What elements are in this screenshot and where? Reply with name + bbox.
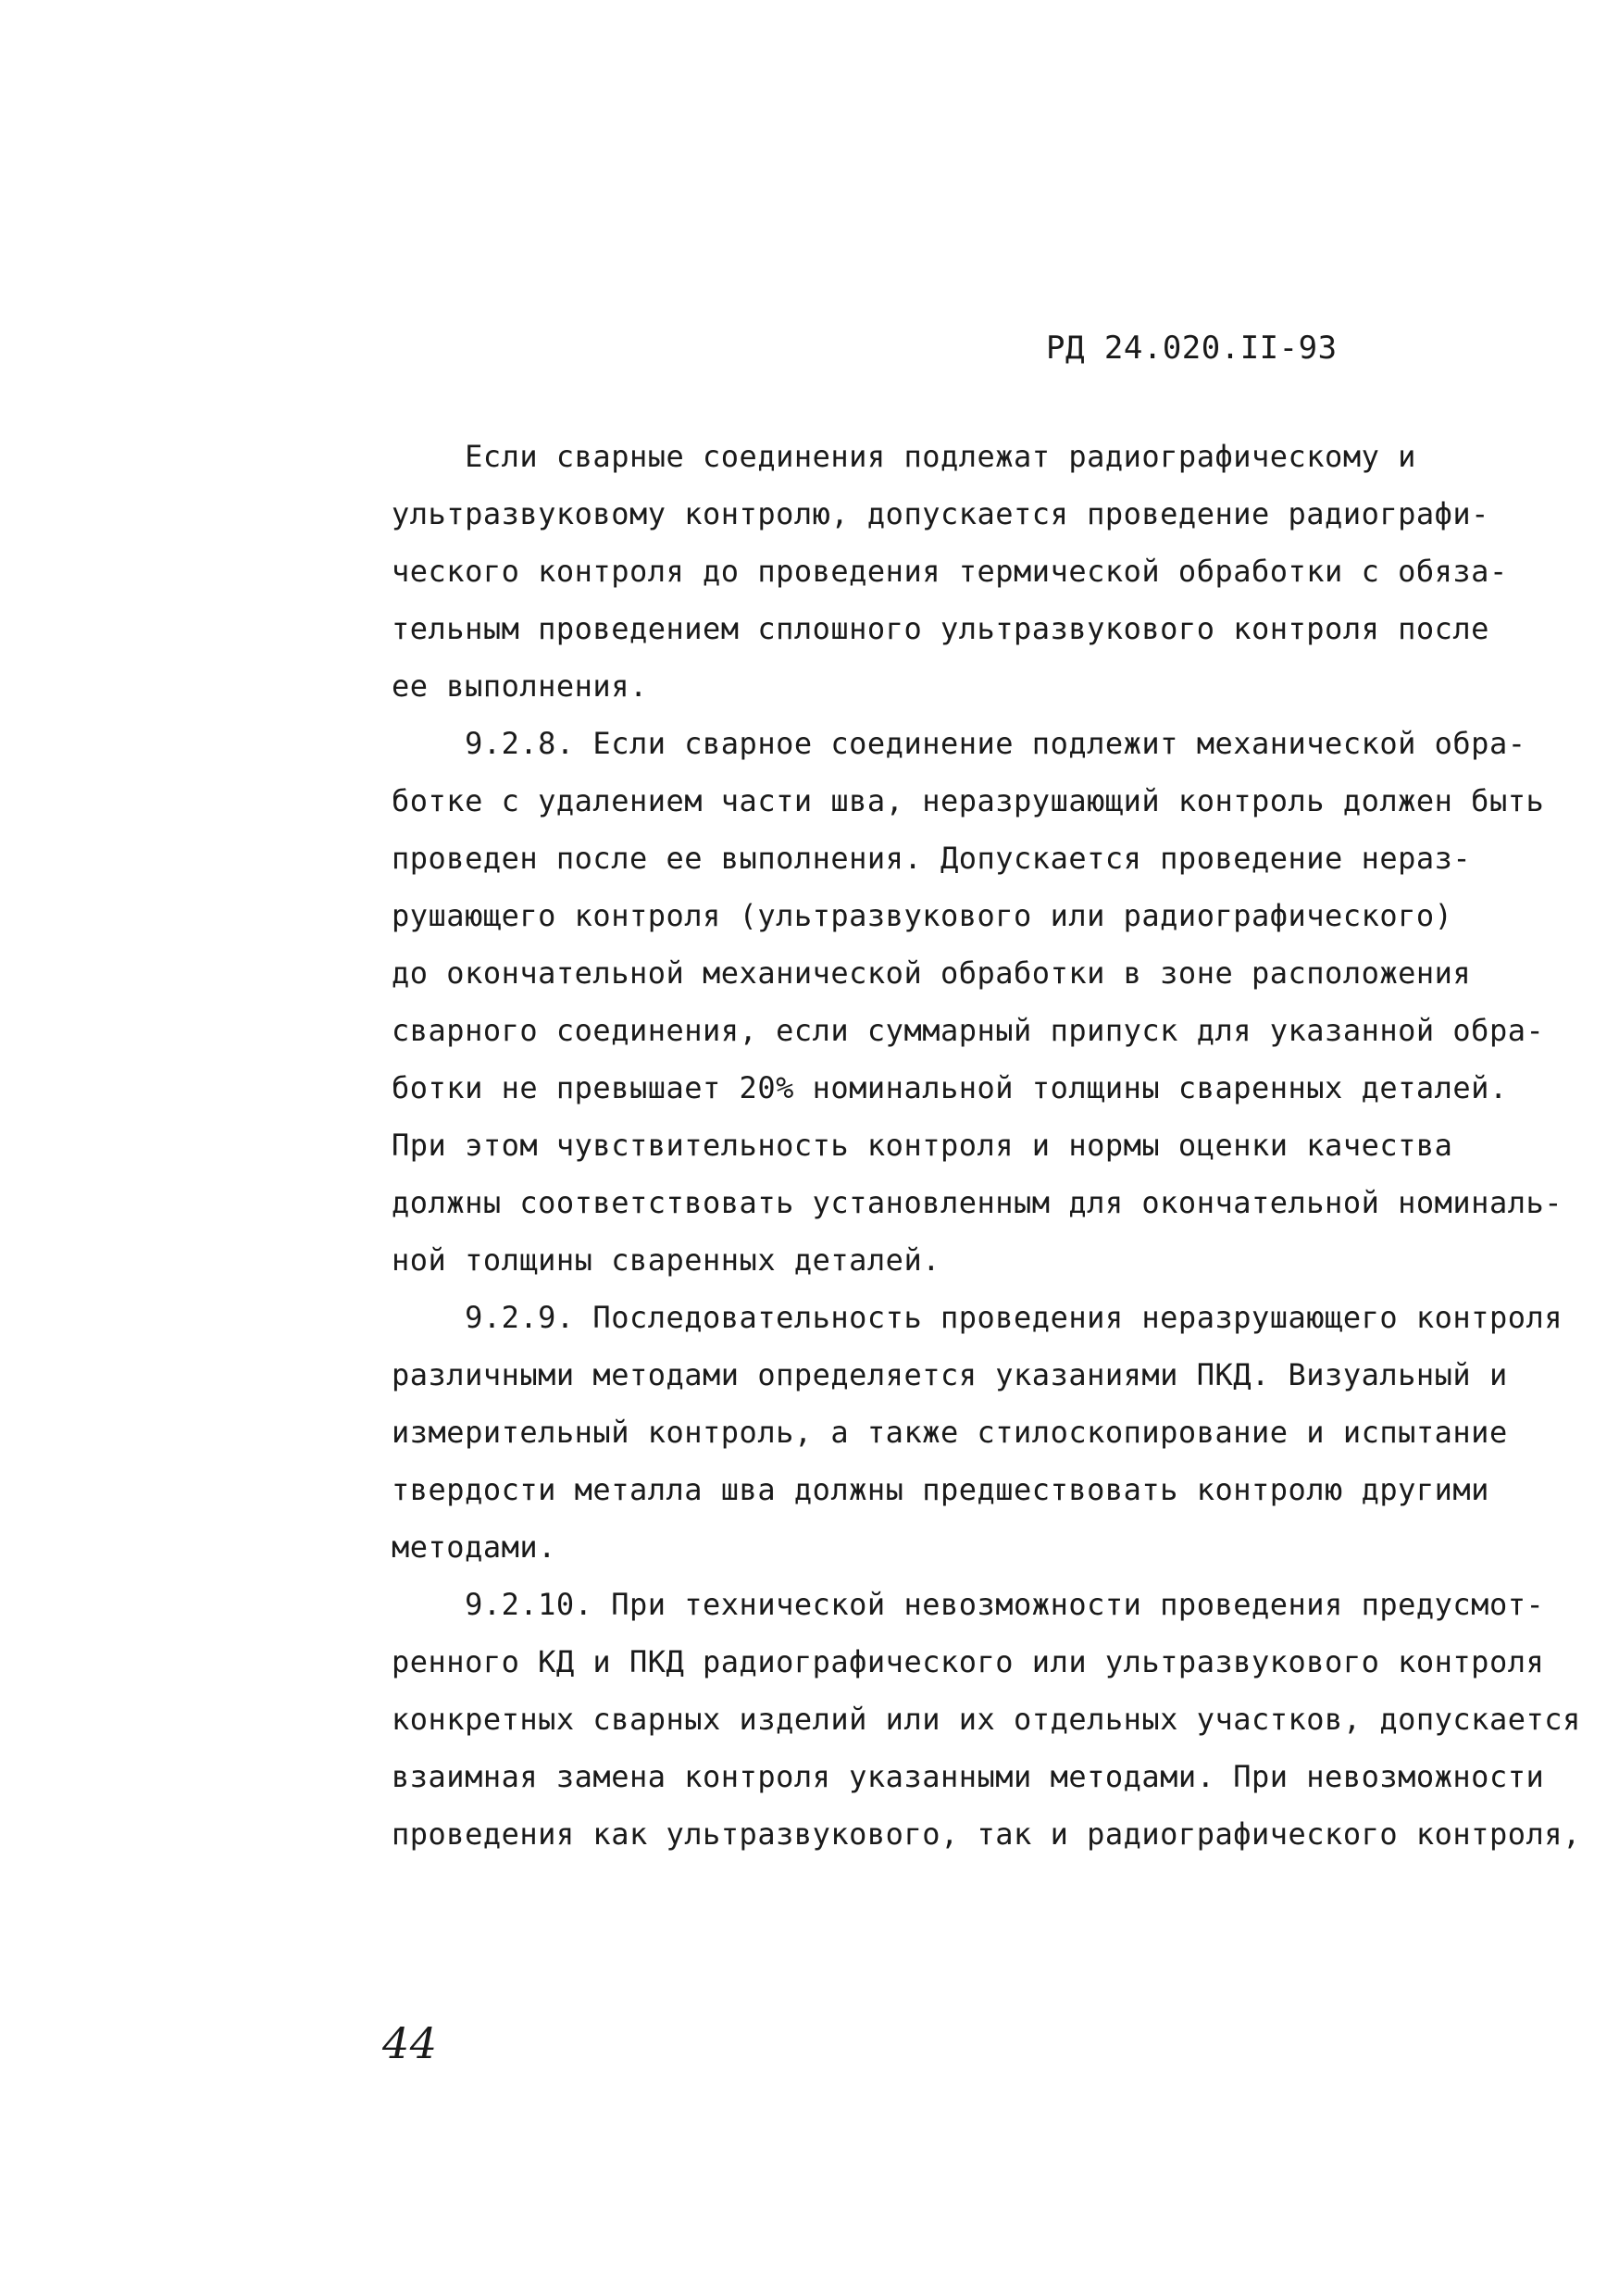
text-line: измерительный контроль, а также стилоскопирование и испытание xyxy=(392,1415,1508,1450)
text-line: сварного соединения, если суммарный припуск для указанной обра- xyxy=(392,1013,1545,1048)
text-line: твердости металла шва должны предшествовать контролю другими xyxy=(392,1472,1489,1507)
text-line: взаимная замена контроля указанными методами. При невозможности xyxy=(392,1759,1545,1794)
page-number: 44 xyxy=(382,2018,438,2068)
text-line: ческого контроля до проведения термической обработки с обяза- xyxy=(392,554,1508,589)
text-line: ультразвуковому контролю, допускается проведение радиографи- xyxy=(392,496,1489,531)
paragraph xyxy=(392,1576,1581,1863)
text-line: ботке с удалением части шва, неразрушающий контроль должен быть xyxy=(392,783,1545,818)
text-line: проведения как ультразвукового, так и радиографического контроля, xyxy=(392,1816,1581,1852)
text-line: 9.2.9. Последовательность проведения неразрушающего контроля xyxy=(392,1300,1563,1335)
text-line: 9.2.10. При технической невозможности проведения предусмот- xyxy=(392,1587,1545,1622)
text-line: проведен после ее выполнения. Допускается проведение нераз- xyxy=(392,841,1472,876)
text-line: различными методами определяется указаниями ПКД. Визуальный и xyxy=(392,1357,1508,1392)
text-line: рушающего контроля (ультразвукового или радиографического) xyxy=(392,898,1453,933)
paragraph xyxy=(392,428,1549,715)
text-line: должны соответствовать установленным для окончательной номиналь- xyxy=(392,1185,1563,1220)
document-number: РД 24.020.II-93 xyxy=(1046,330,1338,367)
text-line: 9.2.8. Если сварное соединение подлежит механической обра- xyxy=(392,726,1526,761)
text-line: конкретных сварных изделий или их отдельных участков, допускается xyxy=(392,1702,1581,1737)
text-line: тельным проведением сплошного ультразвукового контроля после xyxy=(392,611,1489,646)
text-line: ее выполнения. xyxy=(392,668,648,704)
text-line: методами. xyxy=(392,1529,556,1565)
text-line: до окончательной механической обработки в зоне расположения xyxy=(392,955,1472,991)
text-line: Если сварные соединения подлежат радиографическому и xyxy=(392,439,1416,474)
paragraph xyxy=(392,715,1563,1289)
text-line: ботки не превышает 20% номинальной толщины сваренных деталей. xyxy=(392,1070,1508,1105)
paragraph xyxy=(392,1289,1563,1576)
text-line: ренного КД и ПКД радиографического или ультразвукового контроля xyxy=(392,1644,1545,1679)
body-text xyxy=(392,428,1581,1863)
text-line: ной толщины сваренных деталей. xyxy=(392,1242,940,1278)
text-line: При этом чувствительность контроля и нормы оценки качества xyxy=(392,1128,1453,1163)
